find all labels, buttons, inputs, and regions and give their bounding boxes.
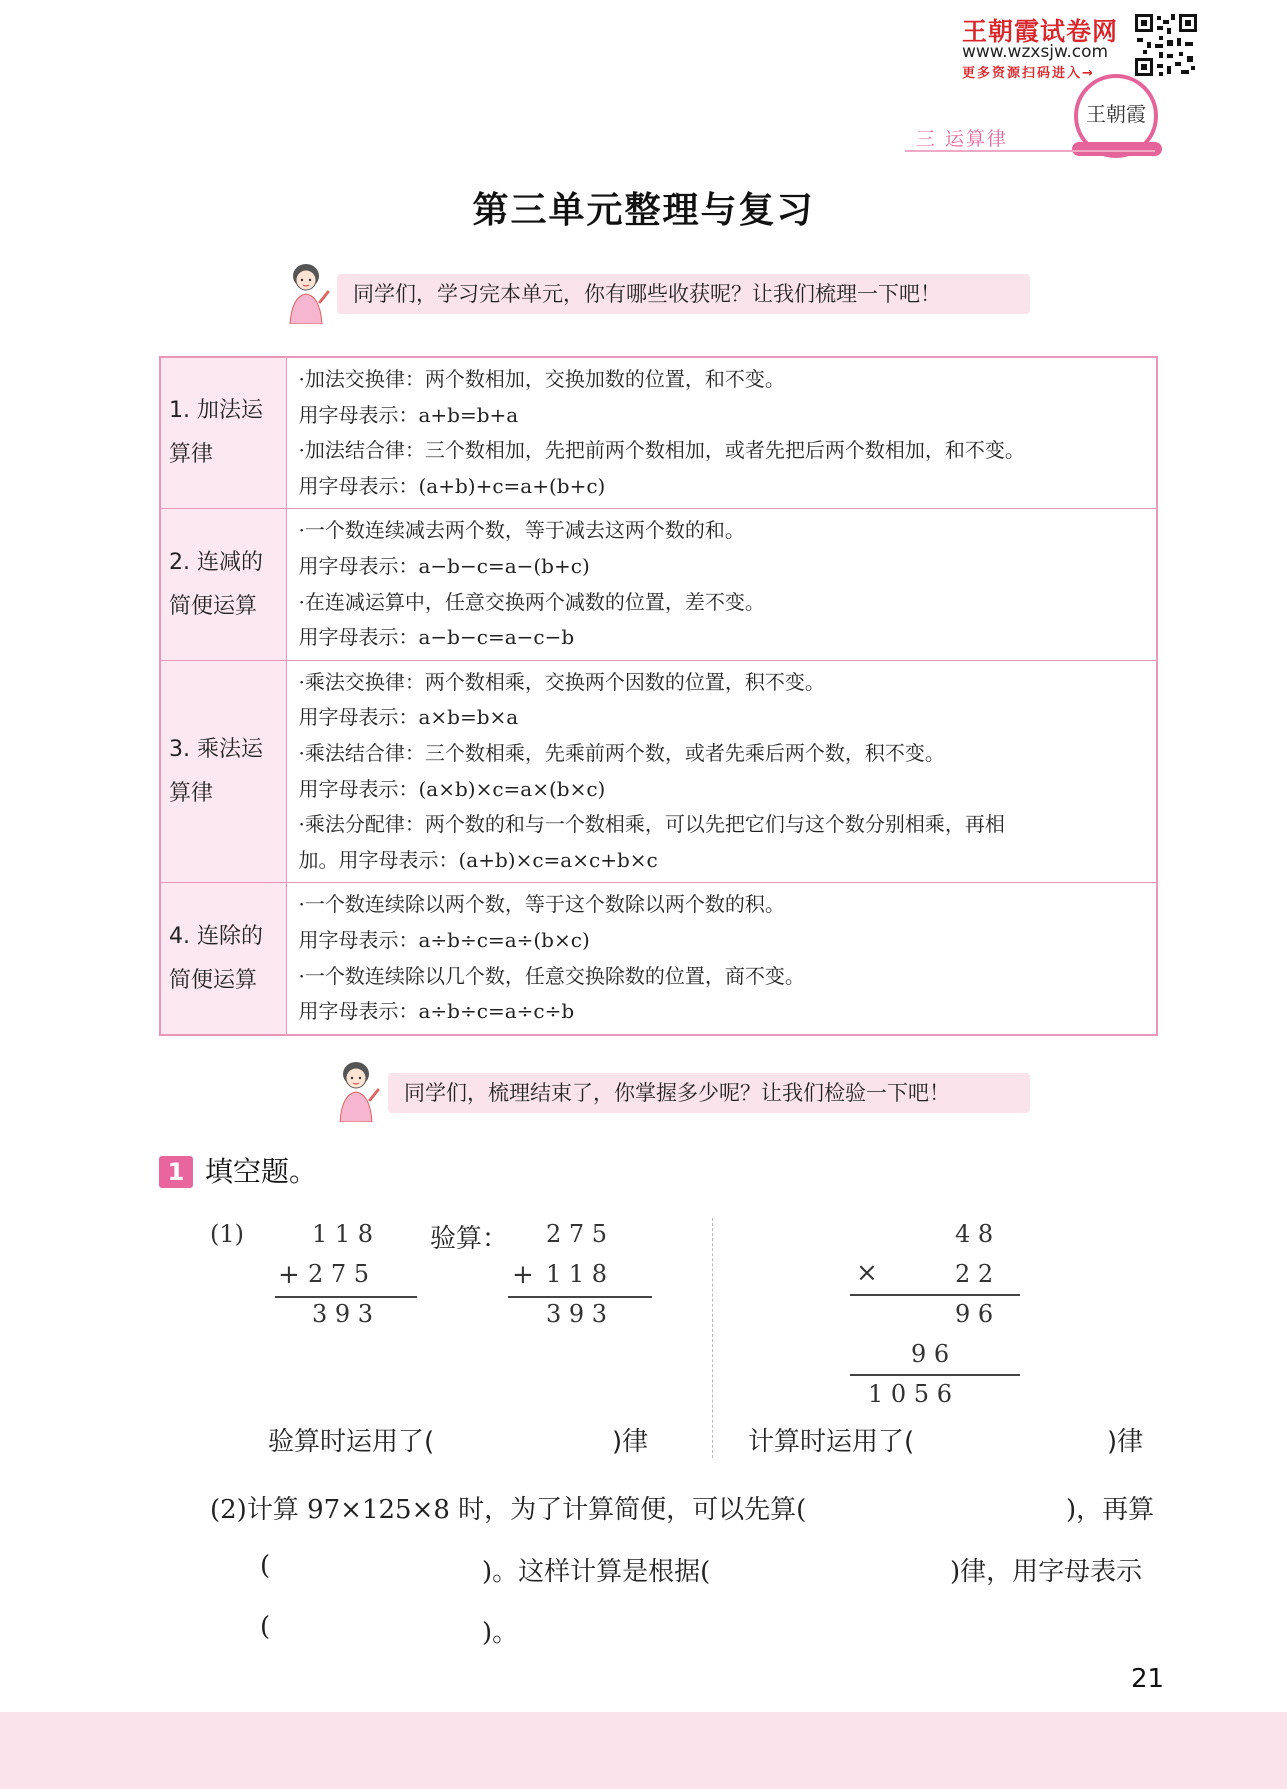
- teacher-illustration-icon: [332, 1060, 382, 1122]
- footer-band: [0, 1712, 1287, 1789]
- fill-right-prefix: 计算时运用了(: [748, 1427, 915, 1457]
- summary-line: 加。用字母表示：(a+b)×c=a×c+b×c: [298, 847, 658, 872]
- summary-row-addition: [160, 357, 1157, 509]
- calc-b-result: 3 9 3: [546, 1300, 608, 1328]
- chapter-label: 三 运算律: [916, 128, 1009, 150]
- chapter-divider: [905, 150, 1155, 152]
- page-number: 21: [1131, 1664, 1165, 1694]
- calc-c-bottom: 2 2: [955, 1260, 994, 1288]
- page-title: 第三单元整理与复习: [472, 190, 815, 231]
- calc-c-rule-1: [850, 1294, 1020, 1296]
- question-divider: [712, 1218, 713, 1458]
- summary-line: ·乘法分配律：两个数的和与一个数相乘，可以先把它们与这个数分别相乘，再相: [298, 812, 1005, 837]
- section-number-badge: 1: [159, 1156, 193, 1188]
- calc-c-top: 4 8: [955, 1220, 994, 1248]
- question-2-line-2c: )律，用字母表示: [950, 1557, 1143, 1587]
- calc-c-operator: ×: [856, 1258, 878, 1288]
- calc-b-top: 2 7 5: [546, 1220, 608, 1248]
- brand-seal-logo: [1074, 74, 1158, 158]
- calc-c-partial-2: 9 6: [911, 1340, 950, 1368]
- fill-left-prefix: 验算时运用了(: [268, 1427, 435, 1457]
- summary-content: [286, 883, 1157, 1035]
- calc-a-rule: [275, 1296, 417, 1298]
- summary-category: 2. 连减的简便运算: [160, 509, 286, 660]
- summary-content: [286, 509, 1157, 660]
- calc-a-top: 1 1 8: [312, 1220, 374, 1248]
- summary-line: 用字母表示：a+b=b+a: [298, 402, 519, 427]
- teacher-illustration-icon: [282, 262, 332, 324]
- summary-line: 用字母表示：(a+b)+c=a+(b+c): [298, 473, 606, 498]
- question-2-line-1a: (2)计算 97×125×8 时，为了计算简便，可以先算(: [210, 1495, 807, 1525]
- summary-line: ·一个数连续除以两个数，等于这个数除以两个数的积。: [298, 892, 785, 917]
- calc-a-operator: +: [278, 1260, 300, 1290]
- summary-content: [286, 660, 1157, 883]
- brand-scan-text: 更多资源扫码进入→: [962, 66, 1095, 81]
- summary-category: 1. 加法运算律: [160, 357, 286, 509]
- brand-url[interactable]: www.wzxsjw.com: [962, 42, 1109, 62]
- summary-row-subtraction: [160, 509, 1157, 660]
- summary-content: [286, 357, 1157, 509]
- summary-line: ·在连减运算中，任意交换两个减数的位置，差不变。: [298, 589, 765, 614]
- summary-line: 用字母表示：a÷b÷c=a÷(b×c): [298, 927, 590, 952]
- summary-row-division: [160, 883, 1157, 1035]
- banner-bottom: 同学们，梳理结束了，你掌握多少呢？让我们检验一下吧！: [388, 1073, 1030, 1113]
- verify-label: 验算：: [430, 1224, 509, 1254]
- summary-line: ·一个数连续减去两个数，等于减去这两个数的和。: [298, 518, 745, 543]
- calc-a-bottom: 2 7 5: [308, 1260, 370, 1288]
- summary-category: 3. 乘法运算律: [160, 660, 286, 883]
- summary-line: ·乘法交换律：两个数相乘，交换两个因数的位置，积不变。: [298, 669, 825, 694]
- summary-line: 用字母表示：a−b−c=a−c−b: [298, 625, 575, 650]
- calc-a-result: 3 9 3: [312, 1300, 374, 1328]
- summary-line: ·加法交换律：两个数相加，交换加数的位置，和不变。: [298, 367, 785, 391]
- summary-category: 4. 连除的简便运算: [160, 883, 286, 1035]
- question-1-label: (1): [210, 1220, 244, 1248]
- fill-left-suffix: )律: [612, 1427, 649, 1457]
- calc-c-result: 1 0 5 6: [868, 1380, 952, 1408]
- summary-line: ·乘法结合律：三个数相乘，先乘前两个数，或者先乘后两个数，积不变。: [298, 740, 945, 765]
- question-2-line-3b: )。: [482, 1618, 519, 1648]
- brand-name: 王朝霞试卷网: [962, 17, 1119, 46]
- seal-band: [1072, 142, 1162, 156]
- question-2-line-2b: )。这样计算是根据(: [482, 1557, 711, 1587]
- summary-line: 用字母表示：a×b=b×a: [298, 705, 519, 730]
- calc-c-rule-2: [850, 1374, 1020, 1376]
- question-2-line-3a: (: [260, 1612, 271, 1642]
- calc-b-bottom: 1 1 8: [546, 1260, 608, 1288]
- fill-right-suffix: )律: [1107, 1427, 1144, 1457]
- summary-line: ·一个数连续除以几个数，任意交换除数的位置，商不变。: [298, 963, 805, 988]
- summary-row-multiplication: [160, 660, 1157, 883]
- summary-line: 用字母表示：a÷b÷c=a÷c÷b: [298, 999, 575, 1024]
- question-2-line-2a: (: [260, 1551, 271, 1581]
- summary-line: 用字母表示：(a×b)×c=a×(b×c): [298, 776, 606, 801]
- question-2-line-1b: )，再算: [1066, 1495, 1155, 1525]
- banner-top: 同学们，学习完本单元，你有哪些收获呢？让我们梳理一下吧！: [337, 274, 1030, 314]
- calc-b-operator: +: [512, 1260, 534, 1290]
- qr-code-icon[interactable]: [1133, 12, 1199, 78]
- calc-c-partial-1: 9 6: [955, 1300, 994, 1328]
- seal-text: 王朝霞: [1086, 102, 1146, 126]
- summary-line: ·加法结合律：三个数相加，先把前两个数相加，或者先把后两个数相加，和不变。: [298, 438, 1025, 463]
- summary-line: 用字母表示：a−b−c=a−(b+c): [298, 553, 590, 578]
- calc-b-rule: [508, 1296, 652, 1298]
- summary-table: [159, 356, 1158, 1036]
- section-title: 填空题。: [205, 1155, 318, 1188]
